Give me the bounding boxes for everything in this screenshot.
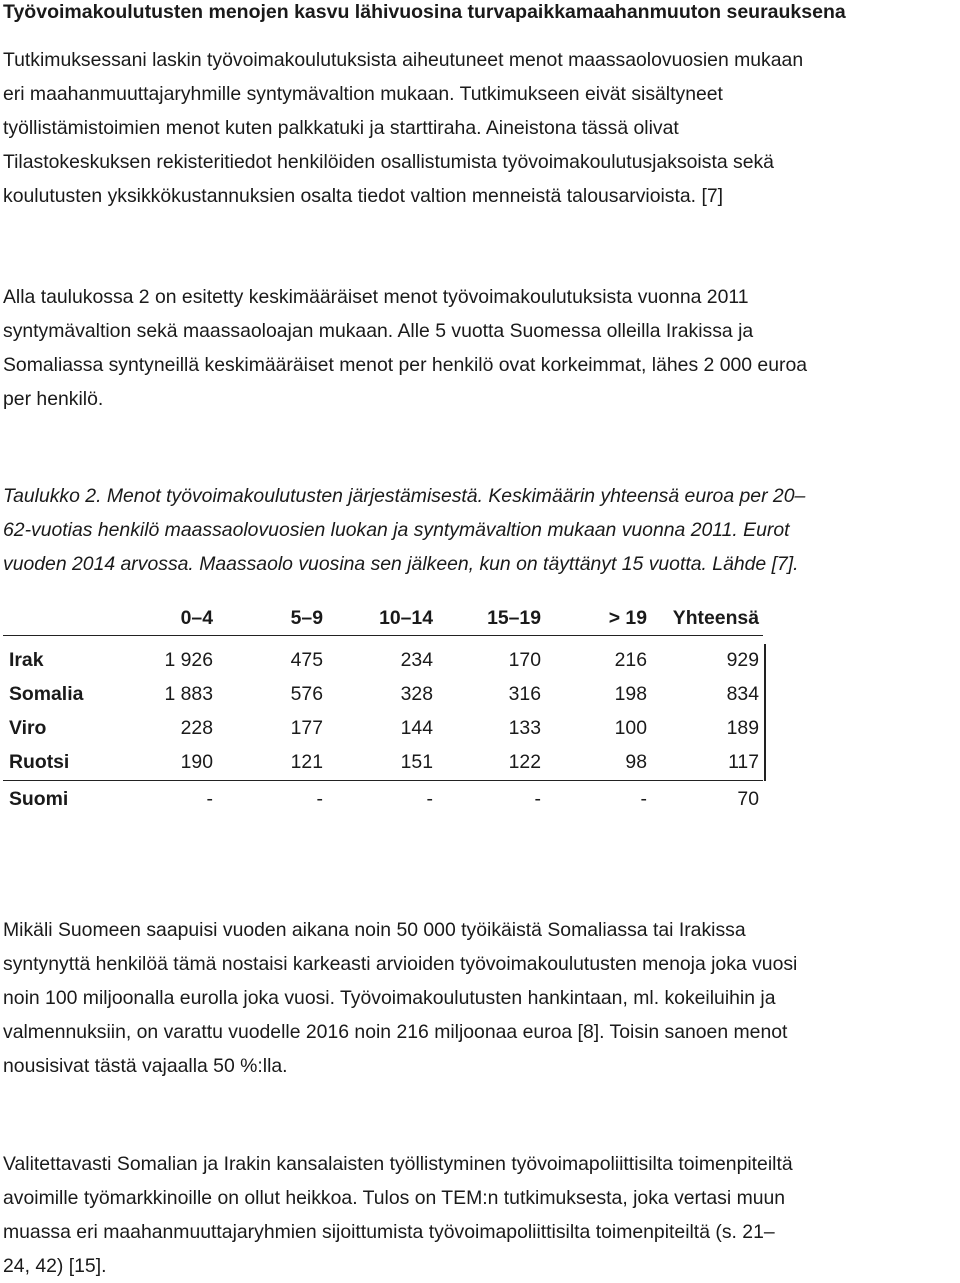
row-country: Irak [9,649,44,671]
paragraph-line: valmennuksiin, on varattu vuodelle 2016 noin 216 miljoonaa euroa [8]. Toisin sanoen menot [3,1021,788,1043]
paragraph-line: Tilastokeskuksen rekisteritiedot henkilöiden osallistumista työvoimakoulutusjaksoista sekä [3,151,774,173]
table-cell: 228 [180,717,213,739]
table-cell: 151 [400,751,433,773]
row-country: Viro [9,717,47,739]
table-cell: 216 [614,649,647,671]
table-cell: - [426,788,433,810]
caption-line: Taulukko 2. Menot työvoimakoulutusten järjestämisestä. Keskimäärin yhteensä euroa per 20– [3,485,806,507]
paragraph-line: Tutkimuksessani laskin työvoimakoulutuksista aiheutuneet menot maassaolovuosien mukaan [3,49,804,71]
table-cell: 189 [726,717,759,739]
paragraph-line: Alla taulukossa 2 on esitetty keskimääräiset menot työvoimakoulutuksista vuonna 2011 [3,286,749,308]
paragraph-line: per henkilö. [3,388,104,410]
table-row [3,678,763,712]
table-row [3,783,763,817]
table-cell: 929 [726,649,759,671]
paragraph-line: syntynyttä henkilöä tämä nostaisi karkeasti arvioiden työvoimakoulutusten menoja joka vuosi [3,953,798,975]
table-cell: 98 [625,751,647,773]
table-cell: 834 [726,683,759,705]
table-cell: - [640,788,647,810]
column-header: 10–14 [379,607,433,629]
table-row [3,712,763,746]
section-heading: Työvoimakoulutusten menojen kasvu lähivuosina turvapaikkamaahanmuuton seurauksena [3,1,846,23]
paragraph-line: Somaliassa syntyneillä keskimääräiset menot per henkilö ovat korkeimmat, lähes 2 000 euroa [3,354,808,376]
table-cell: 170 [508,649,541,671]
table-cell: - [206,788,213,810]
row-country: Ruotsi [9,751,70,773]
table-cell: 190 [180,751,213,773]
paragraph-line: syntymävaltion sekä maassaoloajan mukaan. Alle 5 vuotta Suomessa olleilla Irakissa ja [3,320,754,342]
paragraph-line: avoimille työmarkkinoille on ollut heikkoa. Tulos on TEM:n tutkimuksesta, joka vertasi muun [3,1187,786,1209]
table-cell: 1 883 [164,683,213,705]
paragraph-estimate [3,913,958,1083]
table-cell: 133 [508,717,541,739]
table-cell: 198 [614,683,647,705]
expenses-table [3,602,763,817]
column-header: 15–19 [487,607,541,629]
table-cell: 475 [290,649,323,671]
table-right-border [764,644,766,781]
table-cell: 234 [400,649,433,671]
paragraph-table-intro [3,280,958,416]
table-cell: 100 [614,717,647,739]
column-header: 5–9 [290,607,323,629]
paragraph-line: eri maahanmuuttajaryhmille syntymävaltion mukaan. Tutkimukseen eivät sisältyneet [3,83,723,105]
paragraph-line: noin 100 miljoonalla eurolla joka vuosi. Työvoimakoulutusten hankintaan, ml. kokeiluihin ja [3,987,776,1009]
paragraph-line: koulutusten yksikkökustannuksien osalta tiedot valtion menneistä talousarvioista. [7] [3,185,724,207]
caption-line: vuoden 2014 arvossa. Maassaolo vuosina sen jälkeen, kun on täyttänyt 15 vuotta. Lähde [7]. [3,553,799,575]
table-cell: 122 [508,751,541,773]
paragraph-line: työllistämistoimien menot kuten palkkatuki ja starttiraha. Aineistona tässä olivat [3,117,679,139]
table-caption [3,479,958,581]
paragraph-method [3,43,958,213]
column-header: Yhteensä [672,607,759,629]
table-cell: - [316,788,323,810]
table-cell: 117 [728,751,759,773]
table-row [3,644,763,678]
paragraph-line: nousisivat tästä vajaalla 50 %:lla. [3,1055,288,1077]
table-row [3,746,763,781]
paragraph-line: muassa eri maahanmuuttajaryhmien sijoittumista työvoimapoliittisilta toimenpiteiltä (s. 21– [3,1221,775,1243]
table-body-boxed [3,644,763,781]
paragraph-employment [3,1147,958,1283]
paragraph-line: Valitettavasti Somalian ja Irakin kansalaisten työllistyminen työvoimapoliittisilta toimenpiteiltä [3,1153,793,1175]
paragraph-line: 24, 42) [15]. [3,1255,107,1277]
table-cell: 144 [400,717,433,739]
table-cell: 576 [290,683,323,705]
table-cell: 121 [290,751,323,773]
table-cell: - [534,788,541,810]
row-country: Somalia [9,683,84,705]
caption-line: 62-vuotias henkilö maassaolovuosien luokan ja syntymävaltion mukaan vuonna 2011. Eurot [3,519,790,541]
table-cell: 177 [290,717,323,739]
table-cell: 316 [508,683,541,705]
row-country: Suomi [9,788,69,810]
table-cell: 70 [737,788,759,810]
paragraph-line: Mikäli Suomeen saapuisi vuoden aikana noin 50 000 työikäistä Somaliassa tai Irakissa [3,919,746,941]
table-cell: 328 [400,683,433,705]
table-header-row [3,602,763,636]
column-header: > 19 [608,607,647,629]
table-cell: 1 926 [164,649,213,671]
column-header: 0–4 [180,607,213,629]
